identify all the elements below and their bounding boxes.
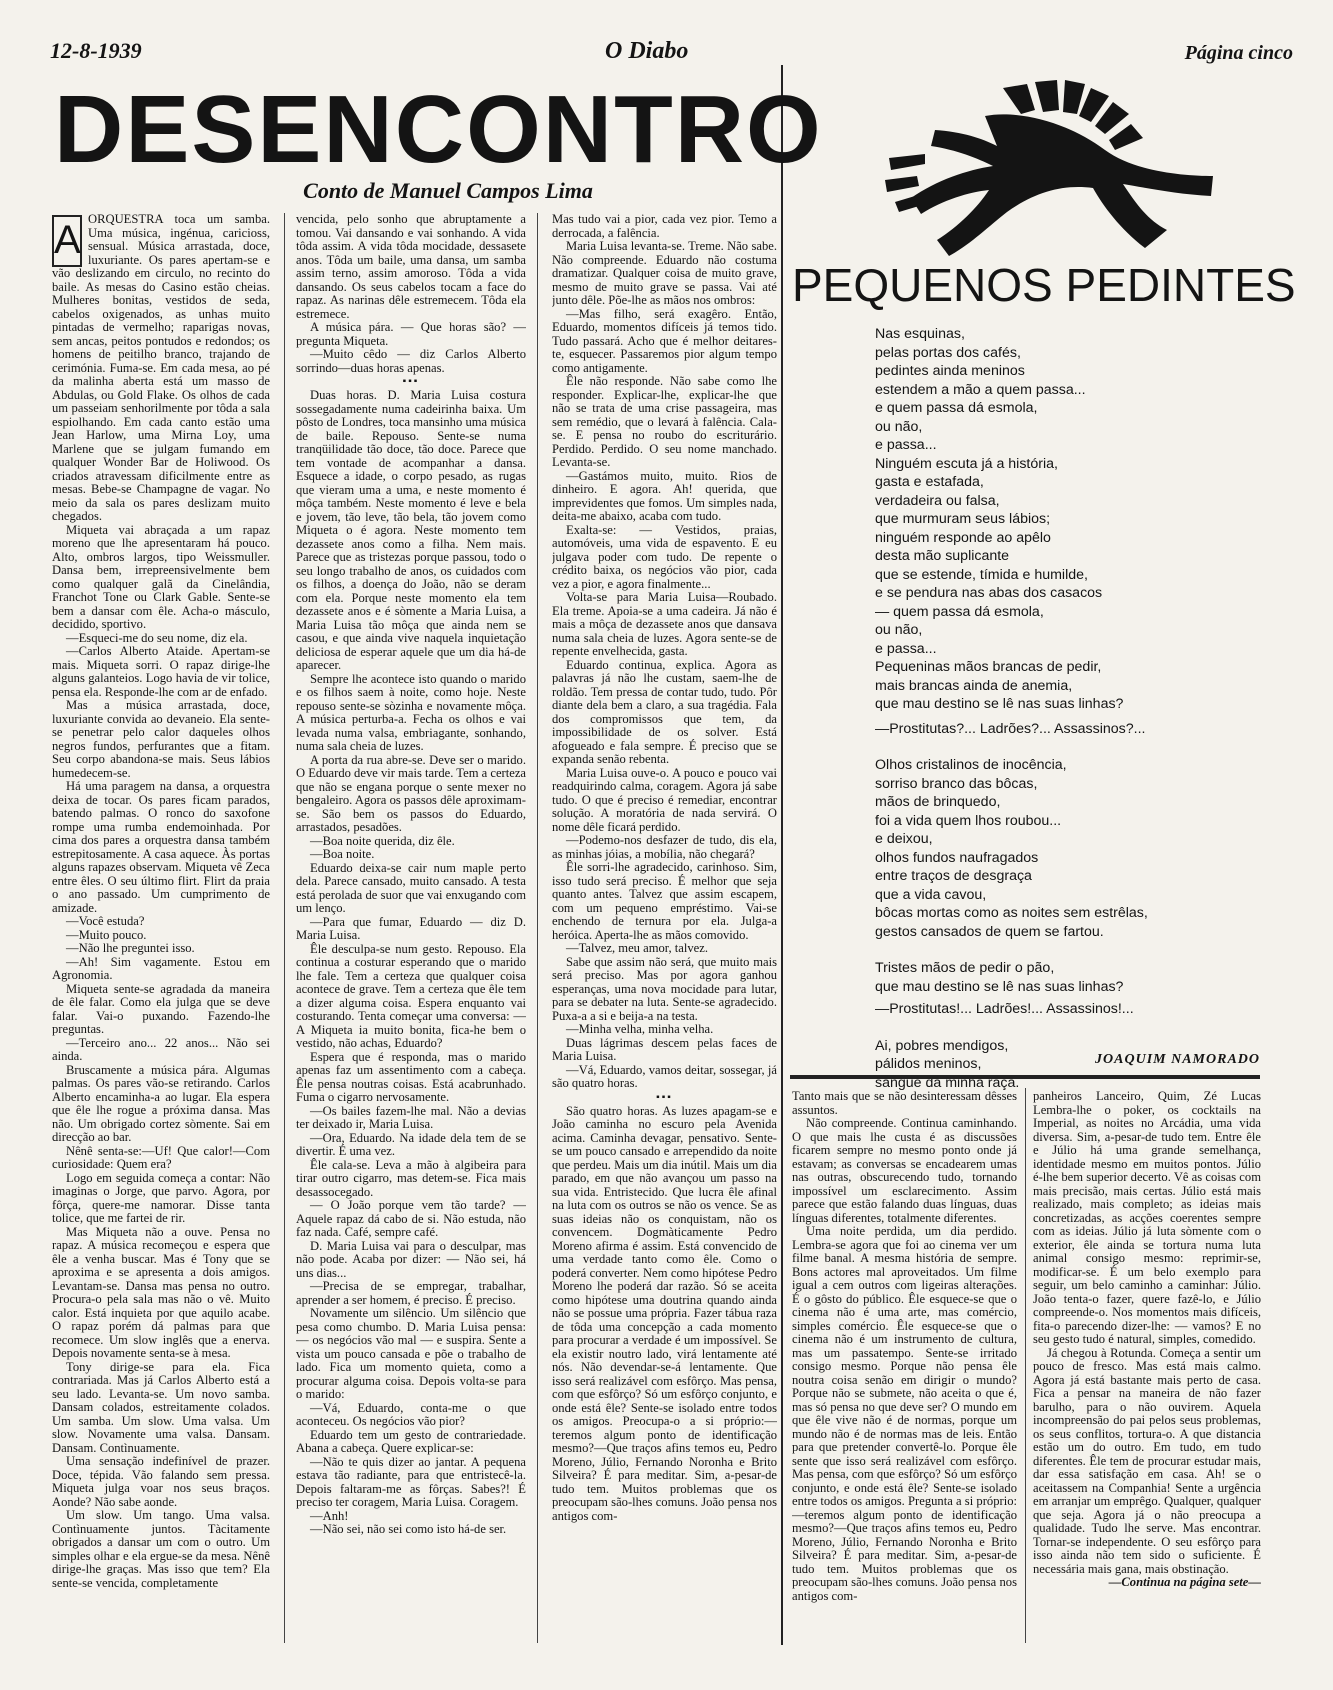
paragraph: Sabe que assim não será, que muito mais será preciso. Mas por agora ganhou esperanças, uma nova mocidade para lutar, para se debater na luta. Sente-se agradecido. Puxa-a a si e beija-a na testa. (552, 954, 777, 1023)
poem-line: foi a vida quem lhos roubou... (875, 812, 1062, 829)
story-column-2 (296, 213, 526, 1643)
poem-line: Ai, pobres mendigos, (875, 1037, 1009, 1054)
paragraph: —Muito cêdo — diz Carlos Alberto sorrindo—duas horas apenas. (296, 347, 526, 375)
poem-line: que a vida cavou, (875, 886, 987, 903)
poem-line: que mau destino se lê nas suas linhas? (875, 978, 1124, 995)
story-column-4 (792, 1090, 1017, 1645)
paragraph: Eduardo continua, explica. Agora as palavras já não lhe custam, saem-lhe de roldão. Tem pressa de contar tudo, tudo. Pôr diante dela bem a claro, a sua tragédia. Fala dos compromissos que tem, da impossibilidade de os solver. Está afogueado e fala sempre. É preciso que se expanda senão rebenta. (552, 657, 777, 766)
continuation-note: —Continua na página sete— (1108, 1575, 1261, 1589)
story-column-1 (52, 213, 270, 1643)
paragraph: Mas tudo vai a pior, cada vez pior. Temo a derrocada, a falência. (552, 213, 777, 240)
poem-line: gasta e estafada, (875, 474, 984, 490)
paragraph: —Talvez, meu amor, talvez. (566, 941, 708, 955)
poem-author: JOAQUIM NAMORADO (1095, 1052, 1260, 1067)
poem-line: que se estende, tímida e humilde, (875, 566, 1088, 583)
paragraph: —Anh! (310, 1508, 349, 1523)
paragraph: Exalta-se: — Vestidos, praias, automóveis, uma vida de espavento. E eu julgava poder com tudo. De repente o crédito baixa, os negócios vão pior, cada vez a pior, e agora finalmente... (552, 522, 777, 591)
poem-stanza-2 (875, 756, 1285, 941)
masthead (50, 38, 1293, 68)
paragraph: Êle desculpa-se num gesto. Repouso. Ela continua a costurar esperando que o marido lhe fale. Tem a certeza que qualquer coisa acontece de grave. Tem a certeza que êle tem a dizer alguma coisa. Espera enquanto vai costurando. Tenta começar uma conversa: — A Miqueta ia muito bonita, fica-he bem o vestido, não achas, Eduardo? (296, 941, 526, 1050)
poem-line: e quem passa dá esmola, (875, 400, 1038, 416)
poem-line: Olhos cristalinos de inocência, (875, 757, 1067, 773)
paragraph: ORQUESTRA toca um samba. Uma música, ingénua, caricioss, sensual. Música arrastada, doce, luxuriante. Os pares apertam-se e vão deslizando em circulo, no recinto do baile. As mesas do Casino estão cheias. Mulheres bonitas, vestidos de seda, cabelos oxigenados, as unhas muito pintadas de vermelho; raparigas novas, sem ancas, peitos pontudos e redondos; os homens de peitilho branco, trajando de cerimónia. Fuma-se. Em cada mesa, ao pé da malinha aberta está um masso de Abdulas, ou Gold Flake. Os olhos de cada um passeiam senhorilmente por tôda a sala espiolhando. Em cada canto estão uma Jean Harlow, uma Mirna Loy, uma Marlene que se julgam fumando em qualquer Wonder Bar de Holiwood. Os criados atravessam dificilmente entre as mesas. Bebe-se Champagne de vagar. No meio da sala os pares deslizam muito chegados. (52, 213, 270, 523)
paragraph: —Minha velha, minha velha. (566, 1022, 714, 1036)
section-separator: ▪▪▪ (402, 376, 420, 387)
paragraph: Êle cala-se. Leva a mão à algibeira para tirar outro cigarro, mas detem-se. Fica mais desassocegado. (296, 1157, 526, 1199)
paragraph: Volta-se para Maria Luisa—Roubado. Ela treme. Apoia-se a uma cadeira. Já não é mais a môça de dezassete anos que dansava numa sala cheia de luzes. Agora sente-se de repente envelhecida, gasta. (552, 590, 777, 658)
poem-line: —Prostitutas!... Ladrões!... Assassinos!... (875, 1001, 1134, 1017)
paragraph: Tony dirige-se para ela. Fica contrariada. Mas já Carlos Alberto está a seu lado. Levanta-se. Um novo samba. Dansam colados, estreitamente colados. Um samba. Um slow. Uma valsa. Um slow. Novamente uma valsa. Dansam. Dansam. Contìnuamente. (52, 1359, 270, 1455)
poem-line: bôcas mortas como as noites sem estrêlas, (875, 905, 1148, 921)
paragraph: Espera que é responda, mas o marido apenas faz um assentimento com a cabeça. Êle pensa noutras coisas. Está acabrunhado. Fuma o cigarro nervosamente. (296, 1049, 526, 1104)
column-1-paragraphs (52, 213, 270, 1590)
poem-line: gestos cansados de quem se fartou. (875, 923, 1104, 940)
paragraph: —Os bailes fazem-lhe mal. Não a devias ter deixado ir, Maria Luisa. (296, 1103, 526, 1131)
paragraph: A porta da rua abre-se. Deve ser o marido. O Eduardo deve vir mais tarde. Tem a certeza que não se engana porque o sente mexer no bengaleiro. Agora os passos dêle aproximam-se. São bem os passos do Eduardo, arrastados, pesadões. (296, 752, 526, 834)
paragraph: —Você estuda? (66, 914, 145, 928)
poem-line: mais brancas ainda de anemia, (875, 677, 1073, 694)
paragraph: —Não lhe preguntei isso. (66, 941, 195, 955)
paragraph: —Podemo-nos desfazer de tudo, dis ela, as minhas jóias, a mobília, não chegará? (552, 833, 777, 861)
paragraph: —Terceiro ano... 22 anos... Não sei ainda. (52, 1035, 270, 1063)
paragraph: Mas a música arrastada, doce, luxuriante convida ao devaneio. Ela sente-se penetrar pelo calor daqueles olhos negros fundos, perfurantes que a fitam. Seu corpo abandona-se mais. Seus lábios humedecem-se. (52, 698, 270, 780)
newspaper-name: O Diabo (605, 38, 689, 64)
paragraph: Tanto mais que se não desinteressam dêsses assuntos. (792, 1090, 1017, 1117)
paragraph: —Muito pouco. (66, 927, 147, 942)
paragraph: Logo em seguida começa a contar: Não imaginas o Jorge, que parvo. Agora, por fôrça, quere-me namorar. Disse tanta tolice, que me fartei de rir. (52, 1170, 270, 1225)
poem-line: e se pendura nas abas dos casacos (875, 585, 1103, 601)
paragraph: —Mas filho, será exagêro. Então, Eduardo, momentos difíceis já temos tido. Tudo passará. Acho que é melhor deitares-te, esquecer. Passaremos pior algum tempo como antigamente. (552, 306, 777, 375)
page-label: Página cinco (1184, 42, 1293, 64)
paragraph: panheiros Lanceiro, Quim, Zé Lucas Lembra-lhe o poker, os cocktails na Imperial, as noites no Arcádia, uma vida diversa. Sim, a-pesar-de tudo tem. Entre êle e Júlio há uma grande semelhança, identidade mesmo em muitos pontos. Júlio é-lhe bem superior decerto. Vê as coisas com mais precisão, mais certas. Júlio está mais realizado, mais completo; as ideias mais concretizadas, as acções coerentes sempre com as ideias. Júlio já luta sòmente com o exterior, êle ainda se tortura numa luta animal consigo mesmo: reprimir-se, modificar-se. É um belo exemplo para seguir, um belo caminho a caminhar: Júlio. João tenta-o fazer, quere fazê-lo, e Júlio compreende-o. Nos momentos mais difíceis, fita-o parecendo dizer-lhe: — vamos? E no seu gesto tudo é natural, simples, comedido. (1033, 1090, 1261, 1346)
drop-cap: A (52, 215, 82, 267)
paragraph: Maria Luisa levanta-se. Treme. Não sabe. Não compreende. Eduardo não costuma dramatizar. Qualquer coisa de muito grave, mesmo de muito grave se passa. Vai até junto dêle. Põe-lhe as mãos nos ombros: (552, 239, 777, 307)
paragraph: —Para que fumar, Eduardo — diz D. Maria Luisa. (296, 914, 526, 942)
poem-line: pelas portas dos cafés, (875, 344, 1021, 361)
stanza-gap (875, 1019, 1285, 1037)
paragraph: —Ah! Sim vagamente. Estou em Agronomia. (52, 954, 270, 982)
issue-date: 12-8-1939 (50, 38, 142, 63)
poem-line: ou não, (875, 418, 923, 435)
paragraph: —Boa noite. (310, 847, 375, 861)
paragraph: Miqueta sente-se agradada da maneira de êle falar. Como ela julga que se deve falar. Vai-o puxando. Fazendo-lhe preguntas. (52, 981, 270, 1036)
poem-line: ninguém responde ao apêlo (875, 529, 1051, 546)
poem-line: Tristes mãos de pedir o pão, (875, 960, 1055, 976)
paragraph: —Ora, Eduardo. Na idade dela tem de se divertir. É uma vez. (296, 1130, 526, 1158)
poem-line: estendem a mão a quem passa... (875, 381, 1086, 398)
paragraph: Não compreende. Continua caminhando. O que mais lhe custa é as discussões ficarem sempre no mesmo ponto onde já estavam; as conversas se encadearem umas nas outras, obscurecendo tudo, tornando impossível um esclarecimento. Assim parece que estão falando duas línguas, duas línguas diferentes, totalmente diferentes. (792, 1116, 1017, 1225)
poem-line: Nas esquinas, (875, 326, 965, 342)
paragraph: Duas horas. D. Maria Luisa costura sossegadamente numa cadeirinha baixa. Um pôsto de Londres, toca mansinho uma música de baile. Repouso. Sente-se numa tranqüilidade tão doce, tão doce. Parece que tem vontade de acompanhar a dansa. Esquece a idade, o corpo pesado, as rugas que vieram uma a uma, e neste momento é môça também. Neste momento é leve e bela e jovem, tão leve, tão bela, tão jovem como Miqueta o é agora. Neste momento tem dezassete anos como a filha. Nem mais. Parece que as tristezas porque passou, todo o seu longo trabalho de anos, os cuidados com os filhos, a doença do João, não se deram com ela. Porque neste momento ela tem dezassete anos e é sòmente a Maria Luisa, a Maria Luisa tão môça que ainda nem se casou, e que ainda vive naquela inquietação deliciosa de esperar aquele que um dia há-de aparecer. (296, 388, 526, 672)
paragraph: —Vá, Eduardo, vamos deitar, sossegar, já são quatro horas. (552, 1062, 777, 1090)
poem-line: entre traços de desgraça (875, 868, 1032, 884)
story-byline: Conto de Manuel Campos Lima (303, 178, 593, 203)
poem-line: e passa... (875, 640, 937, 657)
poem-line: pálidos meninos, (875, 1056, 982, 1072)
poem-stanza-1 (875, 325, 1285, 738)
poem-line: que murmuram seus lábios; (875, 511, 1051, 527)
paragraph: Novamente um silêncio. Um silêncio que pesa como chumbo. D. Maria Luisa pensa: — os negócios vão mal — e suspira. Sente a vista um pouco cansada e põe o trabalho de lado. Fica um momento quieta, como a procurar alguma coisa. Depois volta-se para o marido: (296, 1306, 526, 1401)
column-divider (781, 65, 783, 1645)
paragraph: — O João porque vem tão tarde? — Aquele rapaz dá cabo de si. Não estuda, não faz nada. Café, sempre café. (296, 1198, 526, 1239)
column-divider (284, 213, 285, 1643)
paragraph: Eduardo tem um gesto de contrariedade. Abana a cabeça. Quere explicar-se: (296, 1427, 526, 1455)
paragraph: —Boa noite querida, diz êle. (310, 833, 455, 848)
paragraph: Há uma paragem na dansa, a orquestra deixa de tocar. Os pares ficam parados, batendo palmas. O ronco do saxofone rompe uma rumba endemoinhada. Por cima dos pares a orquestra dansa também estrepitosamente. A casa aquece. Às portas alguns rapazes observam. Miqueta vê Zeca entre êles. O seu último flirt. Flirt da praia o ano passado. Um cumprimento de amizade. (52, 779, 270, 915)
paragraph: —Esqueci-me do seu nome, diz ela. (66, 630, 248, 645)
stanza-gap (875, 941, 1285, 959)
poem-line: e passa... (875, 437, 937, 453)
paragraph: —Precisa de se empregar, trabalhar, aprender a ser homem, é preciso. É preciso. (296, 1279, 526, 1307)
paragraph: Eduardo deixa-se cair num maple perto dela. Parece cansado, muito cansado. A testa está perolada de suor que vai enxugando com um lenço. (296, 860, 526, 915)
story-title: DESENCONTRO (54, 76, 823, 183)
poem-line: mãos de brinquedo, (875, 794, 1001, 810)
paragraph: —Carlos Alberto Ataide. Apertam-se mais. Miqueta sorri. O rapaz dirige-lhe alguns galanteios. Logo havia de vir tolice, pensa ela. Responde-lhe com ar de enfado. (52, 644, 270, 699)
column-divider (537, 213, 538, 1643)
paragraph: —Não sei, não sei como isto há-de ser. (310, 1522, 507, 1536)
section-rule (790, 1075, 1260, 1079)
stanza-gap (875, 738, 1285, 756)
paragraph: Êle sorri-lhe agradecido, carinhoso. Sim, isso tudo será preciso. É melhor que seja quanto antes. Talvez que assim escapem, com um pequeno empréstimo. Vai-se enchendo de ternura por ela. Julga-a heróica. Aperta-lhe as mãos comovido. (552, 860, 777, 942)
paragraph: São quatro horas. As luzes apagam-se e João caminha no escuro pela Avenida acima. Caminha devagar, pensativo. Sente-se um pouco cansado e arrependido da noite que perdeu. Mais um dia inútil. Mais um dia parado, em que não avançou um passo na sua vida. Entristecido. Que lucra êle afinal na luta com os outros se não os vence. Se as suas ideias não os conquistam, não os convencem. Dogmàticamente Pedro Moreno afirma é assim. Está convencido de uma verdade tanto como êle. Como o poderá converter. Nem como hipótese Pedro Moreno lhe poderá dar razão. Só se aceita como hipótese uma doutrina quando ainda não se possue uma própria. Fazer tábua raza de tôda uma concepção a cada momento para procurar a verdade é um impossível. Se ela existir noutro lado, virá lentamente até nós. Não devendar-se-á lentamente. Que isso será realizável com esfôrço. Mas pensa, com que esfôrço? Só um esfôrço conjunto, e onde está êle? Sente-se isolado entre todos os amigos. Preocupa-o a si próprio:—teremos algum ponto de identificação mesmo?—Que traços afins temos eu, Pedro Moreno, Júlio, Fernando Noronha e Brito Silveira? É para meditar. Sim, a-pesar-de tudo tem. Muitos problemas que os preocupam são-lhes comuns. João pensa nos antigos com- (552, 1103, 777, 1523)
paragraph: Duas lágrimas descem pelas faces de Maria Luisa. (552, 1035, 777, 1063)
poem-line: —Prostitutas?... Ladrões?... Assassinos?... (875, 720, 1146, 737)
poem-line: e deixou, (875, 831, 933, 847)
paragraph: Miqueta vai abraçada a um rapaz moreno que lhe apresentaram há pouco. Alto, ombros largos, tipo Weissmuller. Dansa bem, irrepreensivelmente bem como qualquer galã da Cinelândia, Franchot Tone ou Clark Gable. Sente-se bem a dansar com êle. Acha-o másculo, decidido, sportivo. (52, 522, 270, 631)
poem-line: olhos fundos naufragados (875, 849, 1039, 866)
poem-line: sangue da minha raça. (875, 1074, 1020, 1091)
column-divider (1025, 1088, 1026, 1643)
paragraph: Nênê senta-se:—Uf! Que calor!—Com curiosidade: Quem era? (52, 1143, 270, 1171)
poem-line: sorriso branco das bôcas, (875, 775, 1038, 792)
poem-title: PEQUENOS PEDINTES (792, 259, 1296, 311)
poem-line: desta mão suplicante (875, 548, 1010, 564)
paragraph: —Gastámos muito, muito. Rios de dinheiro. E agora. Ah! querida, que imprevidentes que fomos. Um simples nada, deita-me abaixo, acaba com tudo. (552, 468, 777, 523)
paragraph: Mas Miqueta não a ouve. Pensa no rapaz. A música recomeçou e espera que êle a venha buscar. Mas é Tony que se aproxima e se apresenta a dois amigos. Levantam-se. Dansa mas pensa no outro. Procura-o pela sala mas não o vê. Muito calor. Está inquieta por que aquilo acabe. O rapaz porém dá palmas para que recomece. Um slow inglês que a enerva. Depois novamente senta-se à mesa. (52, 1224, 270, 1360)
story-column-3 (552, 213, 777, 1643)
poem-line: que mau destino se lê nas suas linhas? (875, 696, 1124, 712)
poem-line: Ninguém escuta já a história, (875, 455, 1058, 472)
poem-line: verdadeira ou falsa, (875, 492, 1000, 509)
story-column-5 (1033, 1090, 1261, 1645)
section-separator: ▪▪▪ (656, 1091, 673, 1103)
paragraph: Maria Luisa ouve-o. A pouco e pouco vai readquirindo calma, coragem. Agora já sabe tudo. O que é preciso é remediar, encontrar solução. A moratória de nada servirá. O nome dêle ficará perdido. (552, 765, 777, 834)
paragraph: vencida, pelo sonho que abruptamente a tomou. Vai dansando e vai sonhando. A vida tôda assim. A vida tôda mocidade, dessasete anos. Tôda um baile, uma dansa, um samba assim terno, assim amoroso. Tôda a vida dansando. Os seus cabelos tocam a face do rapaz. As narinas dêle estremecem. Tôda ela estremece. (296, 213, 526, 321)
poem-line: pedintes ainda meninos (875, 363, 1025, 379)
paragraph: Sempre lhe acontece isto quando o marido e os filhos saem à noite, como hoje. Neste repouso sente-se sòzinha e novamente môça. A música perturba-a. Fecha os olhos e vai levada numa valsa, embriagante, sonhando, numa sala cheia de luzes. (296, 671, 526, 753)
paragraph: A música pára. — Que horas são? — pregunta Miqueta. (296, 320, 526, 348)
poem-line: ou não, (875, 622, 923, 638)
paragraph: Uma noite perdida, um dia perdido. Lembra-se agora que foi ao cinema ver um filme banal. A mesma história de sempre. Bons actores mal aproveitados. Um filme igual a cem outros com ligeiras alterações. É o gôsto do público. Êle esquece-se que o cinema não é uma arte, mas comércio, simples comércio. Êle esquece-se que o cinema não é um instrumento de cultura, mas um passatempo. Sente-se irritado consigo mesmo. Porque não pensa êle noutra coisa senão em dirigir o mundo? Porque não se submete, não aceita o que é, mas só pensa no que deve ser? O mundo em que êle vive não é de normas, porque um mundo não é de normas mas de leis. Então para que pretender convertê-lo. Porque êle sente que isso será realizável com esfôrço. Mas pensa, com que esfôrço? Só um esfôrço conjunto, e onde está êle? Sente-se isolado entre todos os amigos. Pregunta a si próprio:—teremos algum ponto de identificação mesmo?—Que traços afins temos eu, Pedro Moreno, Júlio, Fernando Noronha e Brito Silveira? É para meditar. Sim, a-pesar-de tudo tem. Muitos problemas que os preocupam são-lhes comuns. João pensa nos antigos com- (792, 1224, 1017, 1603)
paragraph: Êle não responde. Não sabe como lhe responder. Explicar-lhe, explicar-lhe que não se trata de uma crise passageira, mas sem remédio, que o levará à falência. Cala-se. E pensa no roubo do escriturário. Perdido. Perdido. O seu nome manchado. Levanta-se. (552, 374, 777, 469)
paragraph: —Vá, Eduardo, conta-me o que aconteceu. Os negócios vão pior? (296, 1400, 526, 1428)
paragraph: Já chegou à Rotunda. Começa a sentir um pouco de fresco. Mas está mais calmo. Agora já está bastante mais perto de casa. Fica a pensar na maneira de não fazer barulho, para o não ouvirem. Aquela incompreensão do pai pelos seus problemas, os seus conflitos, tortura-o. A que distancia estão um do outro. Em tudo, em tudo diferentes. Êle tem de procurar estudar mais, dar essa satisfação em casa. Ah! se o aceitassem na Companhia! Sente a urgência em arranjar um emprêgo. Qualquer, qualquer que seja. Agora já o não preocupa a qualidade. Tudo lhe serve. Mas encontrar. Tornar-se independente. O seu esfôrço para isso ainda não tem sido o suficiente. É necessária mais gana, mais obstinação. (1033, 1345, 1261, 1576)
poem-body (875, 325, 1285, 1092)
poem-line: Pequeninas mãos brancas de pedir, (875, 659, 1102, 675)
paragraph: Bruscamente a música pára. Algumas palmas. Os pares vão-se retirando. Carlos Alberto encaminha-a ao lugar. Ela espera que êle lhe rogue a próxima dansa. Mas não. Um obrigado cortez sòmente. Sai em direcção ao bar. (52, 1062, 270, 1144)
poem-stanza-3 (875, 959, 1285, 1019)
paragraph: Um slow. Um tango. Uma valsa. Contìnuamente juntos. Tàcitamente obrigados a dansar um com o outro. Um simples olhar e ela ergue-se da mesa. Nênê dirige-lhe graças. Mas isso que tem? Ela sente-se vencida, completamente (52, 1508, 270, 1590)
paragraph: D. Maria Luisa vai para o desculpar, mas não pode. Acaba por dizer: — Não sei, há uns dias... (296, 1238, 526, 1280)
running-figure-illustration (885, 80, 1215, 260)
paragraph: Uma sensação indefinível de prazer. Doce, tépida. Vão falando sem pressa. Miqueta julga voar nos seus braços. Aonde? Não sabe aonde. (52, 1454, 270, 1509)
poem-line: — quem passa dá esmola, (875, 603, 1044, 620)
paragraph: —Não te quis dizer ao jantar. A pequena estava tão radiante, para que entristecê-la. Depois faltaram-me as fôrças. Sabes?! É preciso ter coragem, Maria Luisa. Coragem. (296, 1454, 526, 1509)
